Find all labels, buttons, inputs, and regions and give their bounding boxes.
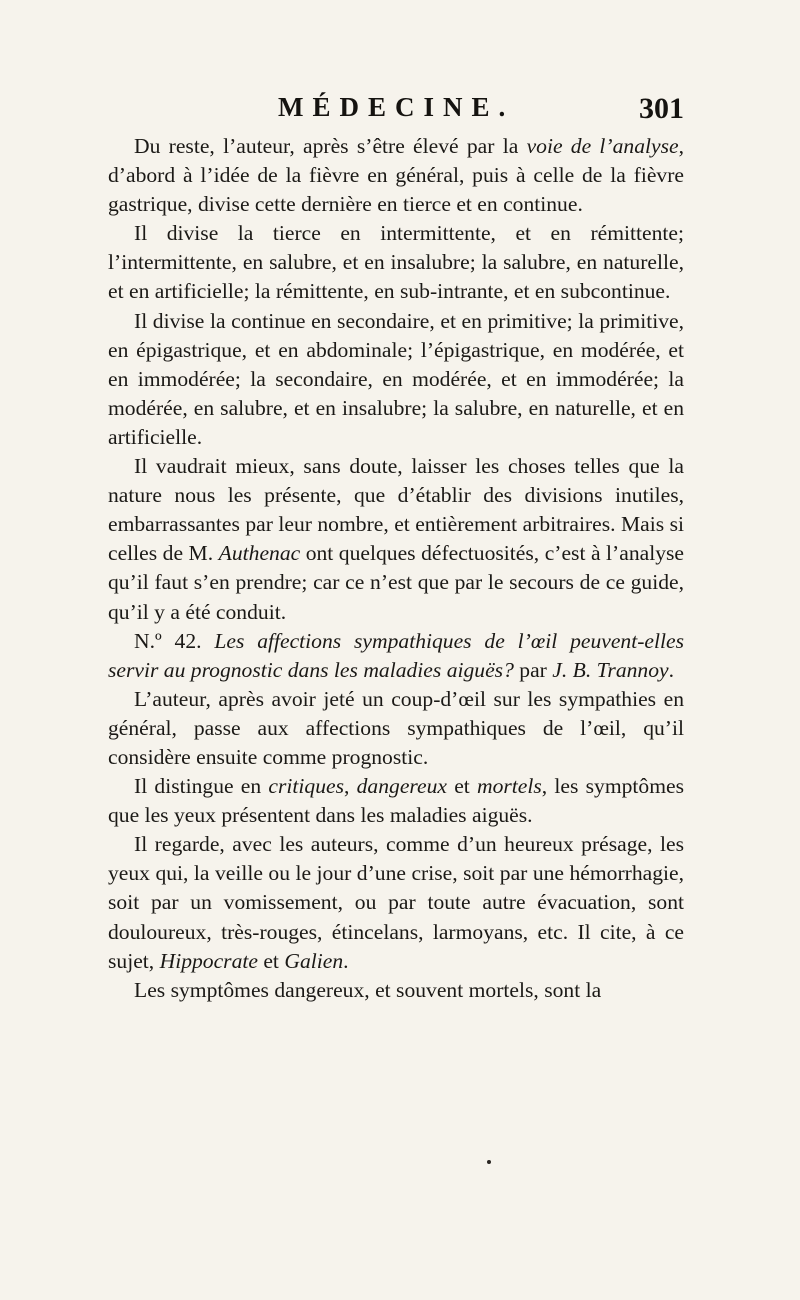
paragraph [108,772,684,830]
text-segment: Il divise la tierce en intermittente, et en rémittente; l’intermittente, en salubre, et en insalubre; la salubre, en naturelle, et en artificielle; la rémittente, en sub-intrante, et en subcontinue. [108,221,684,304]
page-header [108,92,684,132]
text-segment: Il distingue en [134,774,269,799]
italic-text: Les affections sympathiques de l’œil peuvent-elles servir au prognostic dans les maladies aiguës? [108,628,684,682]
page-number: 301 [639,92,684,125]
text-segment: . [668,657,675,682]
text-segment: . [343,948,349,973]
italic-text: Authenac [218,541,301,566]
paragraph [108,685,684,772]
paragraph [108,307,684,452]
paragraph [108,627,684,685]
paragraph [108,132,684,219]
italic-text: dangereux [356,774,447,799]
paragraph [108,219,684,306]
text-segment: et [257,948,285,973]
italic-text: critiques [268,774,344,799]
text-segment: Il vaudrait mieux, sans doute, laisser les choses telles que la nature nous les présente, que d’établir des divisions inutiles, embarrassantes par leur nombre, et entièrement arbitraires. Mais si celles de M. [108,454,684,566]
text-segment: N.º 42. [134,628,215,653]
italic-text: J. B. Trannoy [552,657,669,682]
text-segment: , d’abord à l’idée de la fièvre en général, puis à celle de la fièvre gastrique, divise cette dernière en tierce et en continue. [108,134,684,217]
italic-text: mortels [477,774,542,799]
text-segment: Il regarde, avec les auteurs, comme d’un heureux présage, les yeux qui, la veille ou le jour d’une crise, soit par une hémorrhagie, soit par un vomissement, ou par toute autre évacuation, sont douloureux, très-rouges, étincelans, larmoyans, etc. Il cite, à ce sujet, [108,832,684,973]
text-segment: Les symptômes dangereux, et souvent mortels, sont la [134,977,602,1002]
text-segment: L’auteur, après avoir jeté un coup-d’œil sur les sympathies en général, passe aux affections sympathiques de l’œil, qu’il considère ensuite comme prognostic. [108,686,684,769]
text-segment: Du reste, l’auteur, après s’être élevé par la [134,134,527,158]
ink-speck [487,1160,491,1164]
text-segment: par [513,657,553,682]
text-segment: ont quelques défectuosités, c’est à l’analyse qu’il faut s’en prendre; car ce n’est que par le secours de ce guide, qu’il y a été conduit. [108,541,684,624]
page-body-text [108,132,684,1005]
text-segment: et [446,774,477,799]
running-title: MÉDECINE. [278,92,515,122]
italic-text: voie de l’analyse [526,134,679,158]
text-segment: Il divise la continue en secondaire, et en primitive; la primitive, en épigastrique, et en abdominale; l’épigastrique, en modérée, et en immodérée; la secondaire, en modérée, et en immodérée; la modérée, en salubre, et en insalubre; la salubre, en naturelle, et en artificielle. [108,308,684,449]
italic-text: Galien [284,948,344,973]
paragraph [108,976,684,1005]
paragraph [108,830,684,975]
text-segment: , [344,774,357,799]
italic-text: Hippocrate [159,948,258,973]
paragraph [108,452,684,627]
text-segment: , les symptômes que les yeux présentent dans les maladies aiguës. [108,774,684,828]
